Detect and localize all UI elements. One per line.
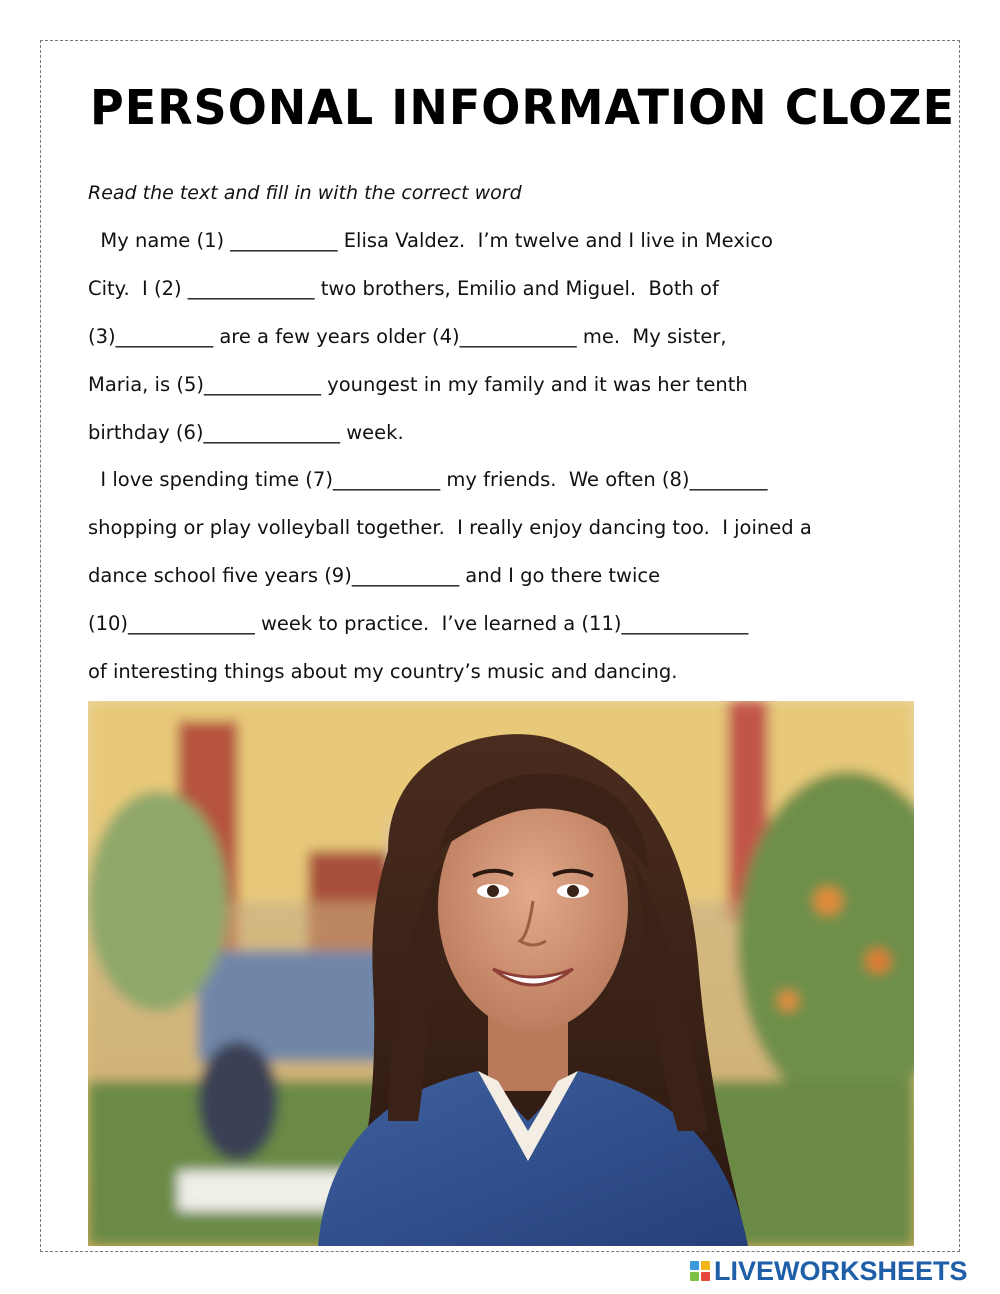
cloze-line-10: of interesting things about my country’s music and dancing. (88, 660, 678, 683)
worksheet-title: PERSONAL INFORMATION CLOZE (90, 79, 956, 136)
cloze-line-5: birthday (6)______________ week. (88, 421, 404, 444)
cloze-line-1: My name (1) ___________ Elisa Valdez. I’m twelve and I live in Mexico (88, 229, 773, 252)
cloze-line-6: I love spending time (7)___________ my friends. We often (8)________ (88, 468, 768, 491)
portrait-photo-icon (88, 701, 914, 1246)
cloze-line-3: (3)__________ are a few years older (4)____________ me. My sister, (88, 325, 727, 348)
portrait-photo (88, 701, 914, 1246)
logo-text: LIVEWORKSHEETS (714, 1255, 968, 1286)
cloze-line-8: dance school five years (9)___________ and I go there twice (88, 564, 661, 587)
cloze-line-4: Maria, is (5)____________ youngest in my family and it was her tenth (88, 373, 748, 396)
instruction-text: Read the text and fill in with the correct word (88, 182, 522, 204)
cloze-line-9: (10)_____________ week to practice. I’ve learned a (11)_____________ (88, 612, 749, 635)
cloze-line-2: City. I (2) _____________ two brothers, Emilio and Miguel. Both of (88, 277, 719, 300)
liveworksheets-logo[interactable] (690, 1255, 968, 1287)
cloze-line-7: shopping or play volleyball together. I really enjoy dancing too. I joined a (88, 516, 812, 539)
liveworksheets-logo-icon (690, 1261, 710, 1281)
